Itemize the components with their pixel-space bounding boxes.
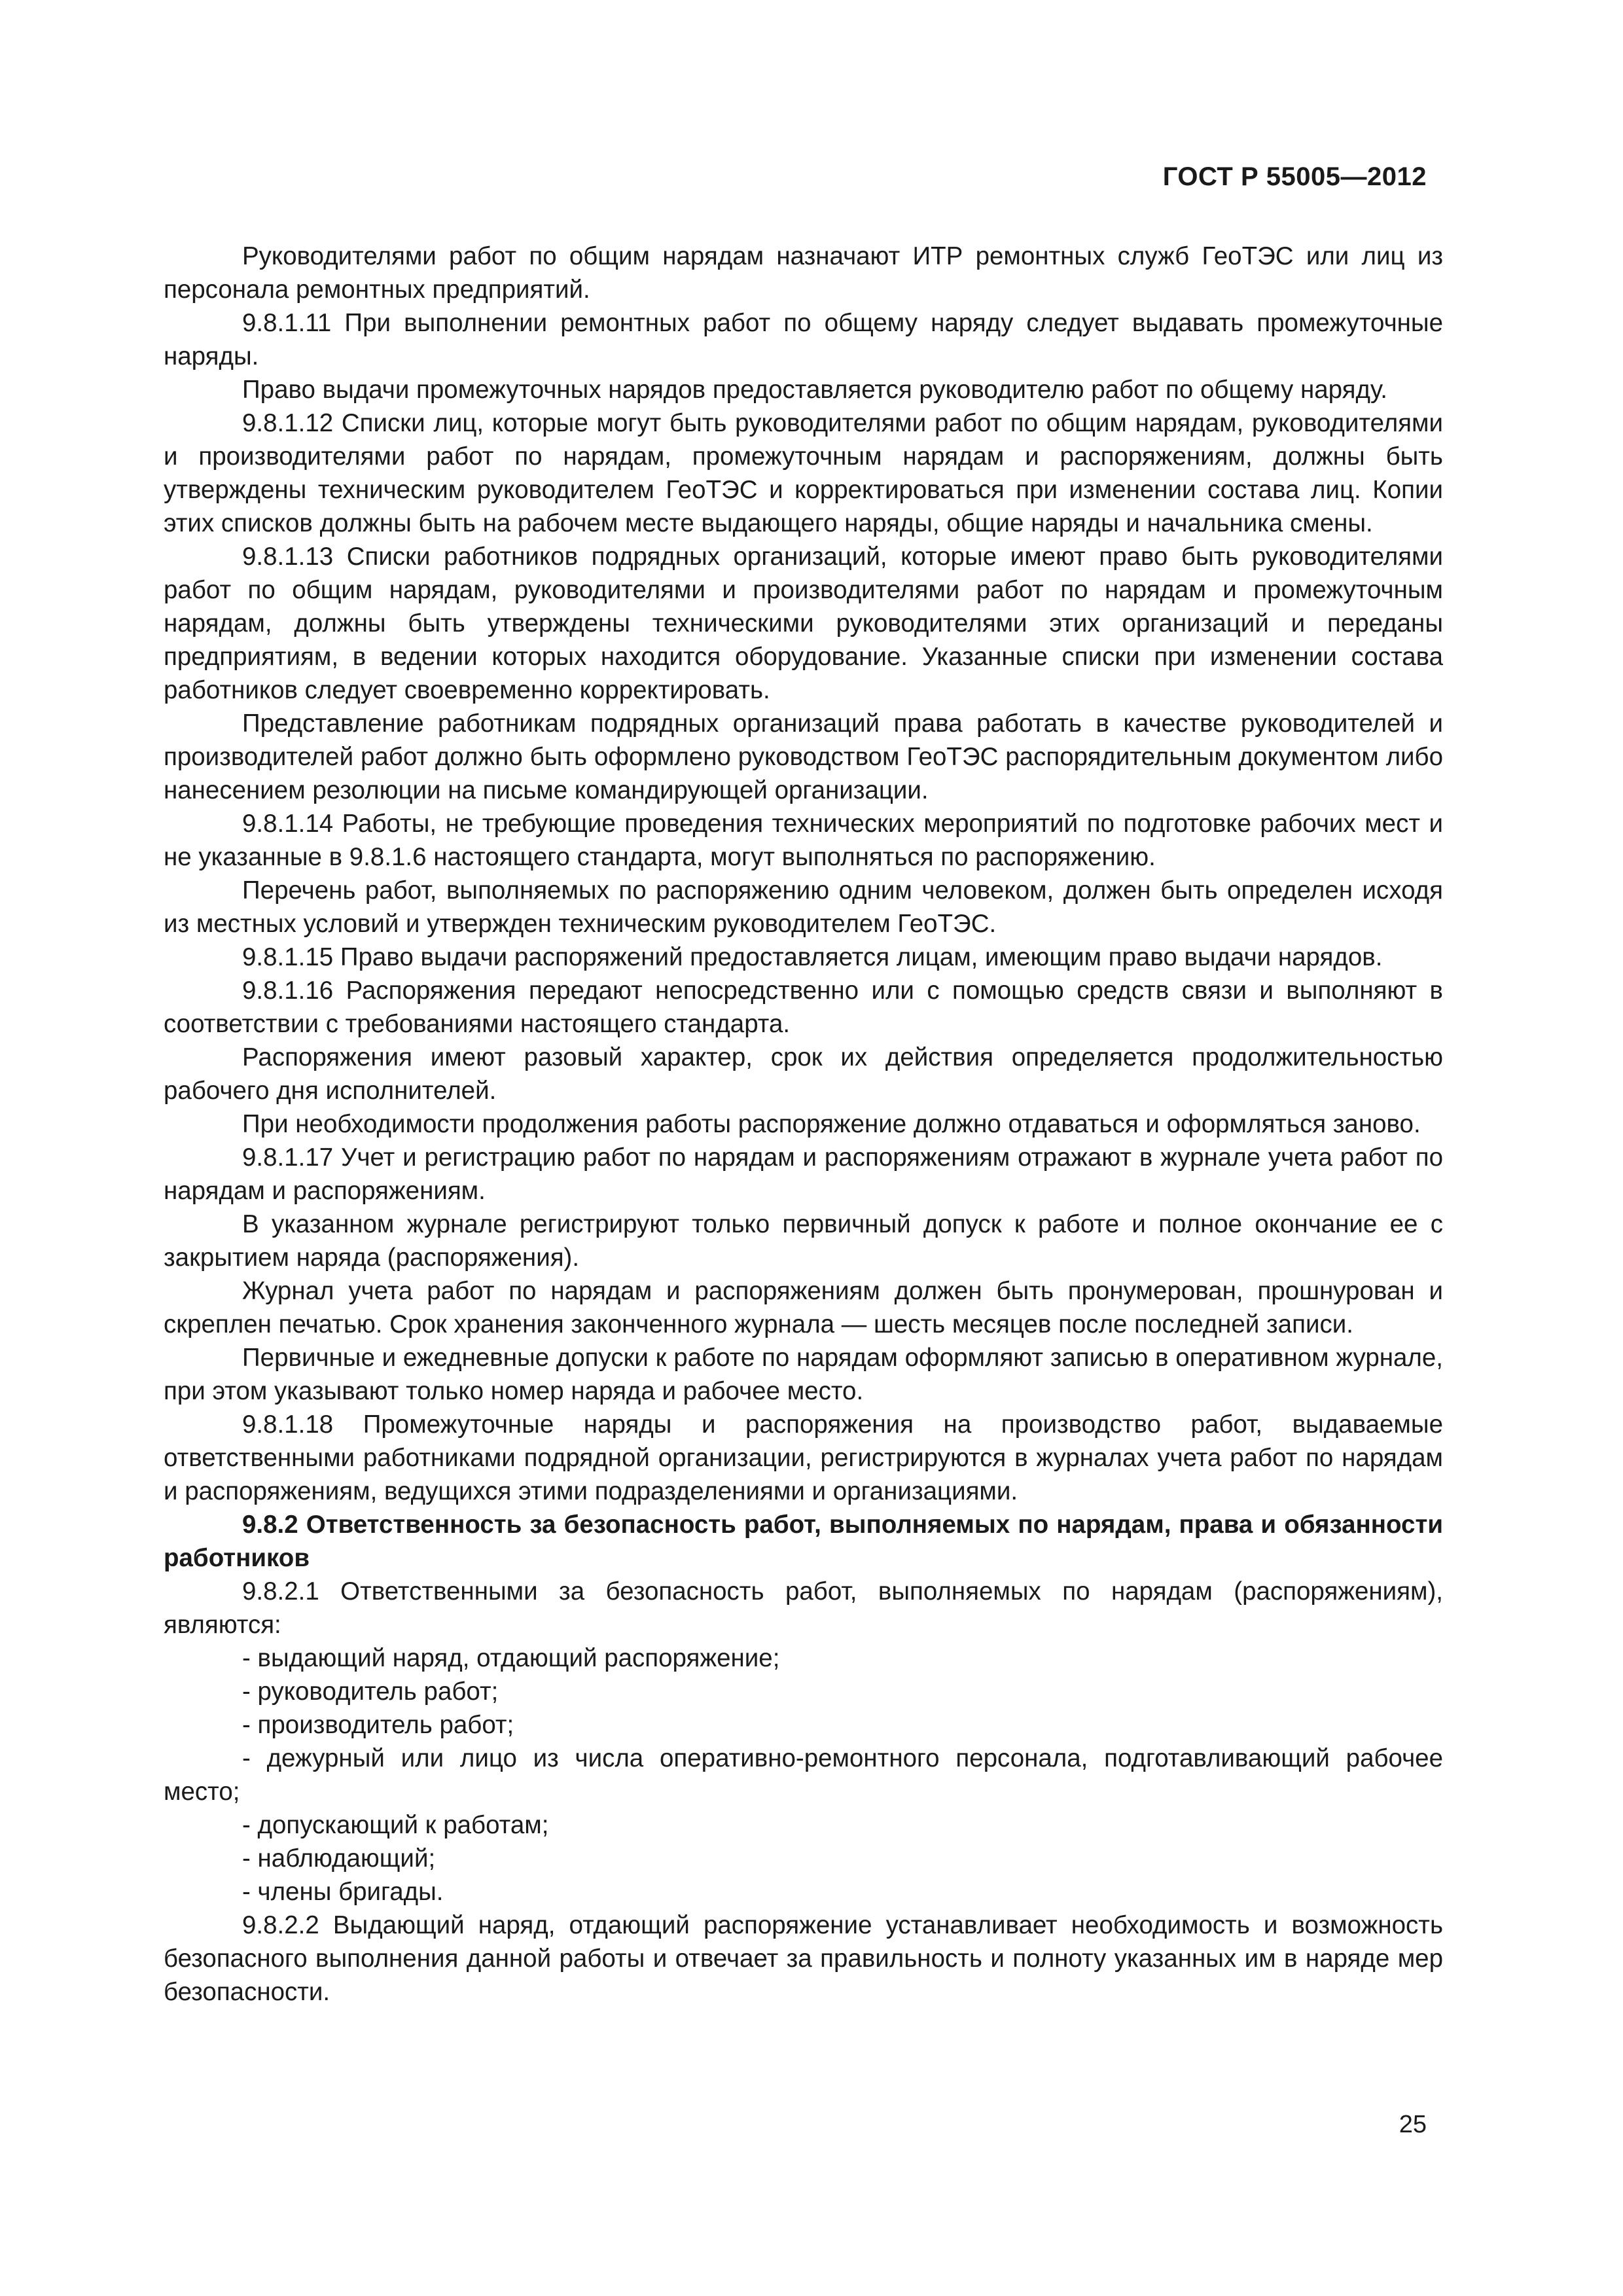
paragraph: Представление работникам подрядных организаций права работать в качестве руководителей и производителей работ должно быть оформлено руководством ГеоТЭС распорядительным документом либо нанесением резолюции на письме командирующей организации.: [164, 709, 1443, 804]
paragraph: 9.8.1.16 Распоряжения передают непосредственно или с помощью средств связи и выполняют в соответствии с требованиями настоящего стандарта.: [164, 977, 1443, 1038]
list-item: - производитель работ;: [242, 1711, 514, 1739]
paragraph: 9.8.1.15 Право выдачи распоряжений предоставляется лицам, имеющим право выдачи нарядов.: [242, 943, 1383, 971]
paragraph: Первичные и ежедневные допуски к работе по нарядам оформляют записью в оперативном журнале, при этом указывают только номер наряда и рабочее место.: [164, 1344, 1443, 1405]
section-heading: 9.8.2 Ответственность за безопасность работ, выполняемых по нарядам, права и обязанности работников: [164, 1511, 1443, 1572]
paragraph: Руководителями работ по общим нарядам назначают ИТР ремонтных служб ГеоТЭС или лиц из персонала ремонтных предприятий.: [164, 242, 1443, 304]
paragraph: Право выдачи промежуточных нарядов предоставляется руководителю работ по общему наряду.: [242, 376, 1388, 404]
page-number: 25: [1399, 2111, 1427, 2138]
list-item: - дежурный или лицо из числа оперативно-ремонтного персонала, подготавливающий рабочее место;: [164, 1744, 1443, 1806]
paragraph: 9.8.1.12 Списки лиц, которые могут быть руководителями работ по общим нарядам, руководителями и производителями работ по нарядам, промежуточным нарядам и распоряжениям, должны быть утверждены техническим руководителем ГеоТЭС и корректироваться при изменении состава лиц. Копии этих списков должны быть на рабочем месте выдающего наряды, общие наряды и начальника смены.: [164, 409, 1443, 537]
standard-designation: ГОСТ Р 55005—2012: [1162, 162, 1427, 191]
list-item: - выдающий наряд, отдающий распоряжение;: [242, 1644, 780, 1672]
paragraph: 9.8.1.13 Списки работников подрядных организаций, которые имеют право быть руководителями работ по общим нарядам, руководителями и производителями работ по нарядам и промежуточным нарядам, должны быть утверждены техническими руководителями этих организаций и переданы предприятиям, в ведении которых находится оборудование. Указанные списки при изменении состава работников следует своевременно корректировать.: [164, 543, 1443, 704]
list-item: - допускающий к работам;: [242, 1811, 549, 1839]
paragraph: 9.8.1.14 Работы, не требующие проведения технических мероприятий по подготовке рабочих мест и не указанные в 9.8.1.6 настоящего стандарта, могут выполняться по распоряжению.: [164, 810, 1443, 871]
document-body: [164, 240, 1443, 2009]
paragraph: Распоряжения имеют разовый характер, срок их действия определяется продолжительностью рабочего дня исполнителей.: [164, 1043, 1443, 1105]
paragraph: 9.8.1.11 При выполнении ремонтных работ по общему наряду следует выдавать промежуточные наряды.: [164, 309, 1443, 370]
list-item: - наблюдающий;: [242, 1844, 436, 1873]
paragraph: Перечень работ, выполняемых по распоряжению одним человеком, должен быть определен исходя из местных условий и утвержден техническим руководителем ГеоТЭС.: [164, 876, 1443, 938]
paragraph: При необходимости продолжения работы распоряжение должно отдаваться и оформляться заново.: [242, 1110, 1421, 1138]
paragraph: В указанном журнале регистрируют только первичный допуск к работе и полное окончание ее с закрытием наряда (распоряжения).: [164, 1210, 1443, 1272]
paragraph: 9.8.1.18 Промежуточные наряды и распоряжения на производство работ, выдаваемые ответственными работниками подрядной организации, регистрируются в журналах учета работ по нарядам и распоряжениям, ведущихся этими подразделениями и организациями.: [164, 1410, 1443, 1505]
list-item: - члены бригады.: [242, 1878, 444, 1906]
paragraph: 9.8.1.17 Учет и регистрацию работ по нарядам и распоряжениям отражают в журнале учета работ по нарядам и распоряжениям.: [164, 1143, 1443, 1205]
paragraph: Журнал учета работ по нарядам и распоряжениям должен быть пронумерован, прошнурован и скреплен печатью. Срок хранения законченного журнала — шесть месяцев после последней записи.: [164, 1277, 1443, 1338]
paragraph: 9.8.2.1 Ответственными за безопасность работ, выполняемых по нарядам (распоряжениям), являются:: [164, 1577, 1443, 1639]
paragraph: 9.8.2.2 Выдающий наряд, отдающий распоряжение устанавливает необходимость и возможность безопасного выполнения данной работы и отвечает за правильность и полноту указанных им в наряде мер безопасности.: [164, 1911, 1443, 2006]
list-item: - руководитель работ;: [242, 1677, 499, 1706]
